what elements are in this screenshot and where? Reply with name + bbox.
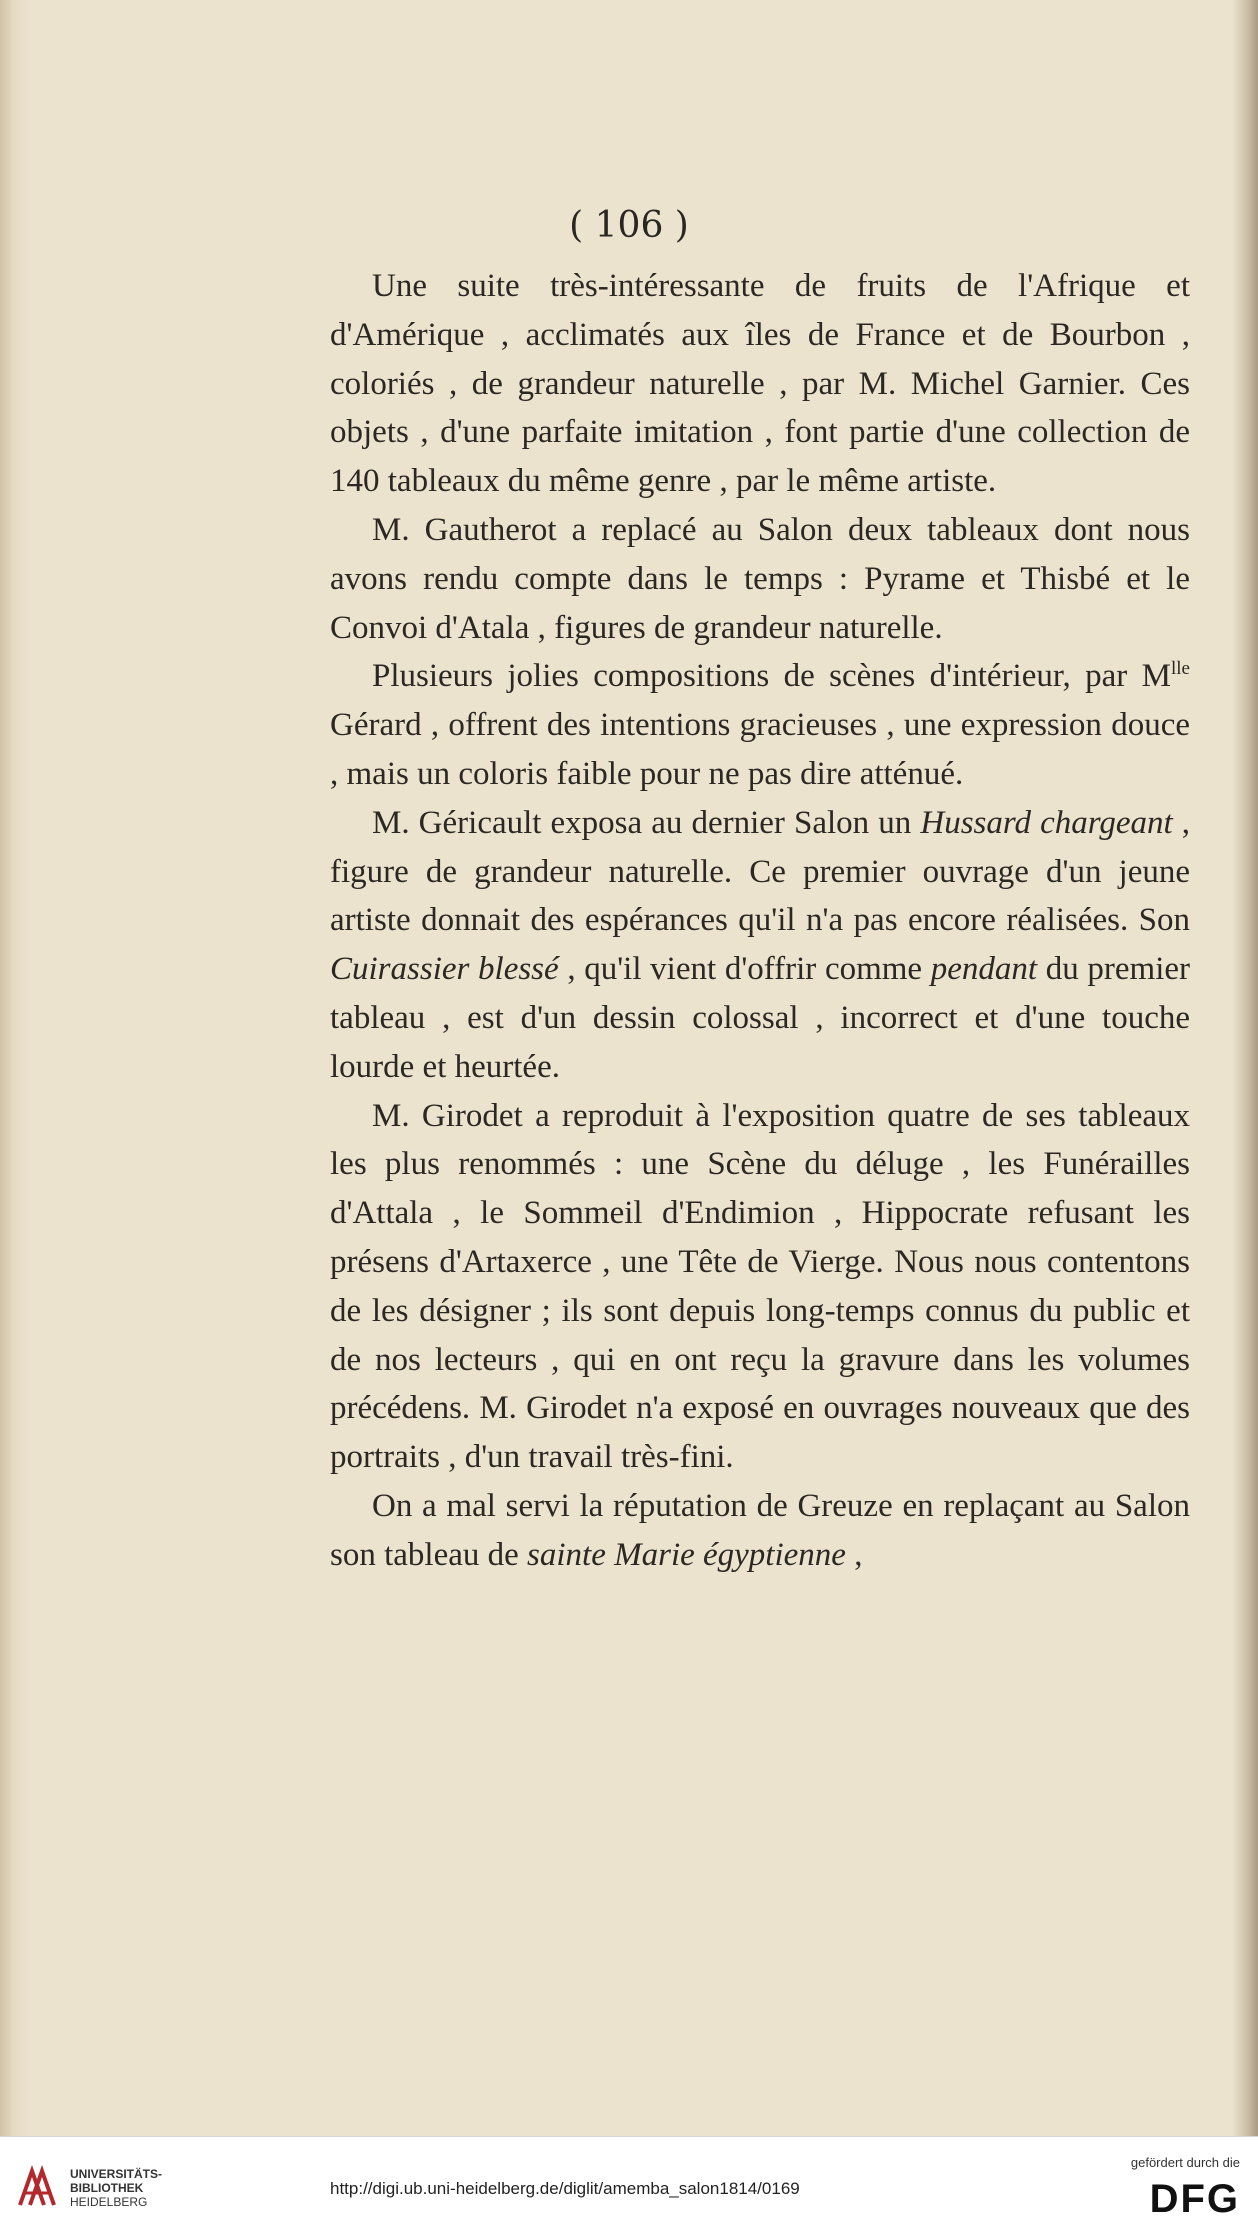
text-run: Plusieurs jolies compositions de scènes d'intérieur, par M — [372, 658, 1171, 695]
university-library-name — [70, 2167, 162, 2209]
italic-title: Cuirassier blessé — [330, 951, 559, 988]
library-line: HEIDELBERG — [70, 2195, 148, 2209]
paragraph — [330, 652, 1190, 798]
paragraph — [330, 506, 1190, 652]
italic-title: pendant — [930, 951, 1038, 988]
paragraph — [330, 1482, 1190, 1580]
text-run: M. Gautherot a replacé au Salon deux tableaux dont nous avons rendu compte dans le temps : Pyrame et Thisbé et le Convoi d'Atala , figures de grandeur naturelle. — [330, 511, 1190, 646]
library-line: UNIVERSITÄTS- — [70, 2167, 163, 2181]
text-run: , figure de grandeur naturelle. Ce premier ouvrage d'un jeune artiste donnait des espérances qu'il n'a pas encore réalisées. Son — [330, 804, 1191, 939]
paragraph — [330, 1092, 1190, 1482]
italic-title: Hussard chargeant — [920, 804, 1173, 841]
funder-label: gefördert durch die — [1130, 2155, 1240, 2170]
text-run: , — [845, 1536, 863, 1573]
text-run: On a mal servi la réputation de Greuze en replaçant au Salon son tableau de — [330, 1487, 1190, 1573]
text-run: Une suite très-intéressante de fruits de l'Afrique et d'Amérique , acclimatés aux îles de France et de Bourbon , coloriés , de grandeur naturelle , par M. Michel Garnier. Ces objets , d'une parfaite imitation , font partie d'une collection de 140 tableaux du même genre , par le même artiste. — [330, 268, 1190, 500]
superscript: lle — [1171, 658, 1190, 680]
paragraph — [330, 262, 1190, 506]
dfg-logo: DFG — [1149, 2177, 1240, 2221]
source-url-link[interactable]: http://digi.ub.uni-heidelberg.de/diglit/amemba_salon1814/0169 — [330, 2179, 800, 2198]
viewer-footer — [0, 2136, 1258, 2229]
library-line: BIBLIOTHEK — [70, 2181, 144, 2195]
italic-title: sainte Marie égyptienne — [527, 1536, 846, 1573]
university-library-logo-icon — [14, 2165, 60, 2211]
text-run: , qu'il vient d'offrir comme — [558, 951, 931, 988]
text-run: du premier tableau , est d'un dessin colossal , incorrect et d'une touche lourde et heurtée. — [330, 951, 1191, 1085]
page-body-text — [330, 262, 1190, 1580]
page-number: ( 106 ) — [569, 205, 689, 246]
text-run: M. Géricault exposa au dernier Salon un — [372, 804, 921, 841]
text-run: Gérard , offrent des intentions gracieuses , une expression douce , mais un coloris faible pour ne pas dire atténué. — [330, 707, 1190, 792]
paragraph — [330, 799, 1190, 1092]
text-run: M. Girodet a reproduit à l'exposition quatre de ses tableaux les plus renommés : une Scène du déluge , les Funérailles d'Attala , le Sommeil d'Endimion , Hippocrate refusant les présens d'Artaxerce , une Tête de Vierge. Nous nous contentons de les désigner ; ils sont depuis long-temps connus du public et de nos lecteurs , qui en ont reçu la gravure dans les volumes précédens. M. Girodet n'a exposé en ouvrages nouveaux que des portraits , d'un travail très-fini. — [330, 1097, 1190, 1476]
